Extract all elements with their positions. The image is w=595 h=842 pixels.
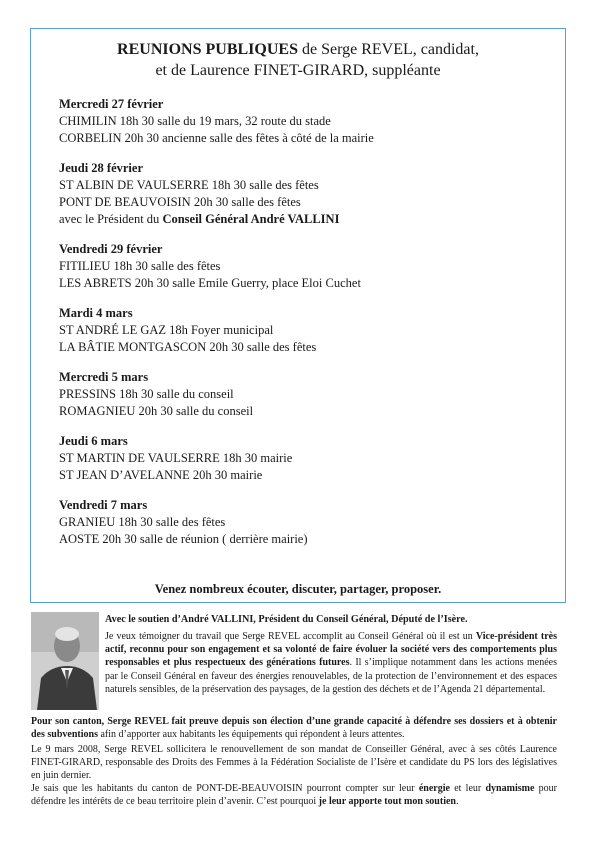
meeting-line: LA BÂTIE MONTGASCON 20h 30 salle des fêtes: [59, 340, 317, 354]
p4-text-c: et leur: [449, 783, 486, 794]
support-heading: Avec le soutien d’André VALLINI, Président du Conseil Général, Député de l’Isère.: [105, 614, 468, 625]
meeting-line: LES ABRETS 20h 30 salle Emile Guerry, place Eloi Cuchet: [59, 276, 361, 290]
title-rest: de Serge REVEL, candidat,: [297, 41, 479, 58]
day-header: Mercredi 27 février: [59, 97, 164, 111]
p4-bold-support: je leur apporte tout mon soutien: [318, 796, 456, 808]
day-header: Vendredi 29 février: [59, 242, 163, 256]
p2-bold: Pour son canton, Serge REVEL fait preuve depuis son élection d’une grande capacité à défendre ses dossiers et à obtenir des subventions: [31, 716, 557, 741]
day-block: [59, 369, 559, 420]
meeting-line: ST JEAN D’AVELANNE 20h 30 mairie: [59, 468, 263, 482]
meeting-line: GRANIEU 18h 30 salle des fêtes: [59, 515, 226, 529]
closing-slogan: Venez nombreux écouter, discuter, partager, proposer.: [154, 582, 442, 596]
meeting-line: ST MARTIN DE VAULSERRE 18h 30 mairie: [59, 451, 293, 465]
p4-text-a: Je sais que les habitants du canton de PONT-DE-BEAUVOISIN pourront compter sur leur: [31, 783, 419, 794]
support-paragraph-2: [31, 715, 557, 741]
title-bold: REUNIONS PUBLIQUES: [117, 41, 298, 58]
p1-text-a: Je veux témoigner du travail que Serge REVEL accomplit au Conseil Général où il est un: [105, 631, 476, 642]
day-header: Jeudi 28 février: [59, 161, 144, 175]
p4-text-e: pour défendre les intérêts de ce beau territoire plein d’avenir. C’est pourquoi: [31, 783, 558, 808]
support-paragraph-3: Le 9 mars 2008, Serge REVEL sollicitera le renouvellement de son mandat de Conseiller Général, avec à ses côtés Laurence FINET-GIRARD, responsable des Droits des Femmes à la Fédération Socialiste de l’Isère et candidate du PS lors des législatives en juin dernier.: [31, 744, 557, 782]
p4-text-g: .: [455, 796, 459, 808]
note-prefix: avec le Président du: [59, 212, 163, 226]
p4-bold-dynamism: dynamisme: [485, 783, 535, 794]
meeting-line: FITILIEU 18h 30 salle des fêtes: [59, 259, 221, 273]
p1-bold: Vice-président très actif, reconnu pour son engagement et sa volonté de faire évoluer la société vers des comportements plus responsables et plus respectueux des générations futures: [105, 631, 557, 669]
p1-text-c: . Il s’implique notamment dans les actions menées par le Conseil Général en faveur des énergies renouvelables, de la protection de l’environnement et des espaces naturels sensibles, de la préservation des paysages, de la gestion des déchets et de l’Agenda 21 départemental.: [105, 657, 558, 695]
p4-bold-energy: énergie: [418, 783, 450, 794]
day-header: Mardi 4 mars: [59, 306, 133, 320]
day-block: [59, 497, 559, 548]
day-header: Vendredi 7 mars: [59, 498, 148, 512]
support-paragraph-1: [105, 630, 557, 696]
portrait-icon: [31, 612, 99, 710]
note-bold: Conseil Général André VALLINI: [162, 212, 340, 226]
meeting-line: CHIMILIN 18h 30 salle du 19 mars, 32 route du stade: [59, 114, 331, 128]
day-header: Mercredi 5 mars: [59, 370, 149, 384]
meeting-line: AOSTE 20h 30 salle de réunion ( derrière mairie): [59, 532, 308, 546]
meetings-frame: [30, 28, 566, 603]
meeting-schedule: [59, 96, 559, 561]
meeting-line: ST ANDRÉ LE GAZ 18h Foyer municipal: [59, 323, 274, 337]
support-paragraph-4: [31, 782, 557, 808]
day-header: Jeudi 6 mars: [59, 434, 128, 448]
meeting-note: [59, 211, 559, 228]
meeting-line: ROMAGNIEU 20h 30 salle du conseil: [59, 404, 254, 418]
p2-rest: afin d’apporter aux habitants les équipements qui répondent à leurs attentes.: [97, 729, 405, 741]
meeting-line: PONT DE BEAUVOISIN 20h 30 salle des fêtes: [59, 195, 301, 209]
day-block: [59, 160, 559, 228]
day-block: [59, 96, 559, 147]
day-block: [59, 433, 559, 484]
portrait-photo: [31, 612, 99, 710]
meeting-line: ST ALBIN DE VAULSERRE 18h 30 salle des fêtes: [59, 178, 319, 192]
page-subtitle: et de Laurence FINET-GIRARD, suppléante: [155, 62, 441, 79]
meeting-line: CORBELIN 20h 30 ancienne salle des fêtes à côté de la mairie: [59, 131, 374, 145]
day-block: [59, 241, 559, 292]
day-block: [59, 305, 559, 356]
page-title: [31, 39, 565, 60]
meeting-line: PRESSINS 18h 30 salle du conseil: [59, 387, 234, 401]
